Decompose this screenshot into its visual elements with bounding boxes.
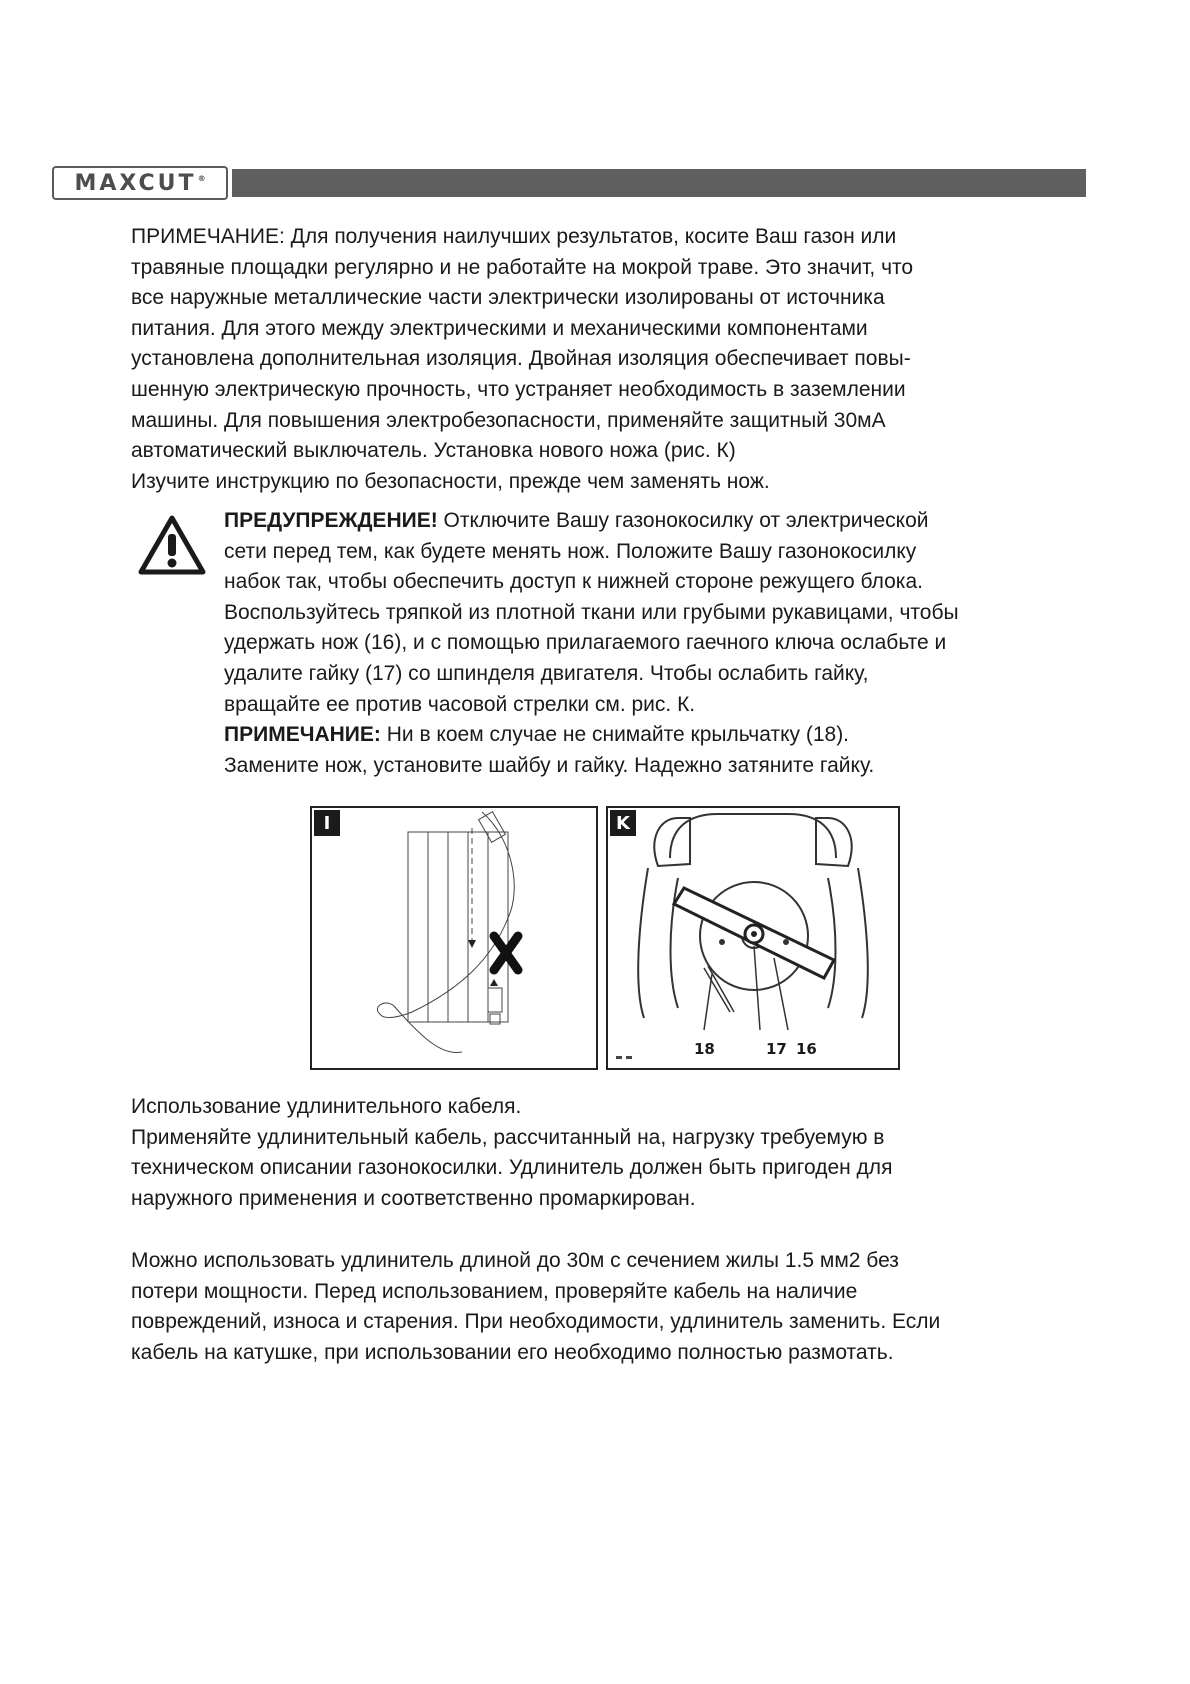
extension-cable-section [131,1092,1071,1214]
text-line: установлена дополнительная изоляция. Двойная изоляция обеспечивает повы- [131,347,911,371]
warning-first-line [224,506,1084,537]
text-line: автоматический выключатель. Установка нового ножа (рис. К) [131,439,736,463]
page-header [52,166,1086,202]
callout-17: 17 [766,1040,787,1058]
note-paragraph [131,222,1071,497]
callout-16: 16 [796,1040,817,1058]
text-line: Применяйте удлинительный кабель, рассчитанный на, нагрузку требуемую в [131,1125,885,1149]
text-line: потери мощности. Перед использованием, проверяйте кабель на наличие [131,1279,858,1303]
logo-text: MAXCUT® [74,170,206,196]
text-line: техническом описании газонокосилки. Удлинитель должен быть пригоден для [131,1156,893,1180]
text-line: Можно использовать удлинитель длиной до 30м с сечением жилы 1.5 мм2 без [131,1249,899,1272]
text-line: питания. Для этого между электрическими и механическими компонентами [131,316,868,340]
text-line: шенную электрическую прочность, что устраняет необходимость в заземлении [131,377,906,401]
text-line: повреждений, износа и старения. При необходимости, удлинитель заменить. Если [131,1310,941,1334]
text-line: машины. Для повышения электробезопасности, применяйте защитный 30мА [131,408,886,432]
registered-mark: ® [197,174,206,184]
callout-18: 18 [694,1040,715,1058]
text-line: Воспользуйтесь тряпкой из плотной ткани или грубыми рукавицами, чтобы [224,600,959,624]
warning-triangle-icon [136,512,208,578]
figure-k-label: K [610,810,636,836]
text-line: набок так, чтобы обеспечить доступ к нижней стороне режущего блока. [224,570,923,594]
warning-text: Отключите Вашу газонокосилку от электрической [437,509,929,532]
note-label: ПРИМЕЧАНИЕ: [224,723,381,747]
text-line: удержать нож (16), и с помощью прилагаемого гаечного ключа ослабьте и [224,631,947,655]
warning-title: ПРЕДУПРЕЖДЕНИЕ! [224,509,438,532]
figure-i-label: I [314,810,340,836]
note-line [224,720,1084,751]
text-line: вращайте ее против часовой стрелки см. рис. К. [224,692,696,716]
warning-block [224,506,1084,781]
figure-i-drawing [312,808,596,1068]
text-line: Изучите инструкцию по безопасности, прежде чем заменять нож. [131,469,770,493]
header-bar [232,169,1086,197]
note-text: Ни в коем случае не снимайте крыльчатку (18). [380,723,850,747]
section-heading: Использование удлинительного кабеля. [131,1095,522,1118]
text-line: кабель на катушке, при использовании его необходимо полностью размотать. [131,1340,894,1364]
text-line: ПРИМЕЧАНИЕ: Для получения наилучших результатов, косите Ваш газон или [131,225,897,248]
text-line: Замените нож, установите шайбу и гайку. Надежно затяните гайку. [224,753,875,777]
text-line: травяные площадки регулярно и не работайте на мокрой траве. Это значит, что [131,255,914,279]
figure-k [606,806,900,1070]
text-line: сети перед тем, как будете менять нож. Положите Вашу газонокосилку [224,539,917,563]
text-line: наружного применения и соответственно промаркирован. [131,1186,696,1210]
figure-i [310,806,598,1070]
maxcut-logo [52,166,228,200]
figure-k-drawing [608,808,898,1068]
cable-paragraph [131,1246,1091,1368]
text-line: все наружные металлические части электрически изолированы от источника [131,286,885,310]
text-line: удалите гайку (17) со шпинделя двигателя. Чтобы ослабить гайку, [224,661,869,685]
